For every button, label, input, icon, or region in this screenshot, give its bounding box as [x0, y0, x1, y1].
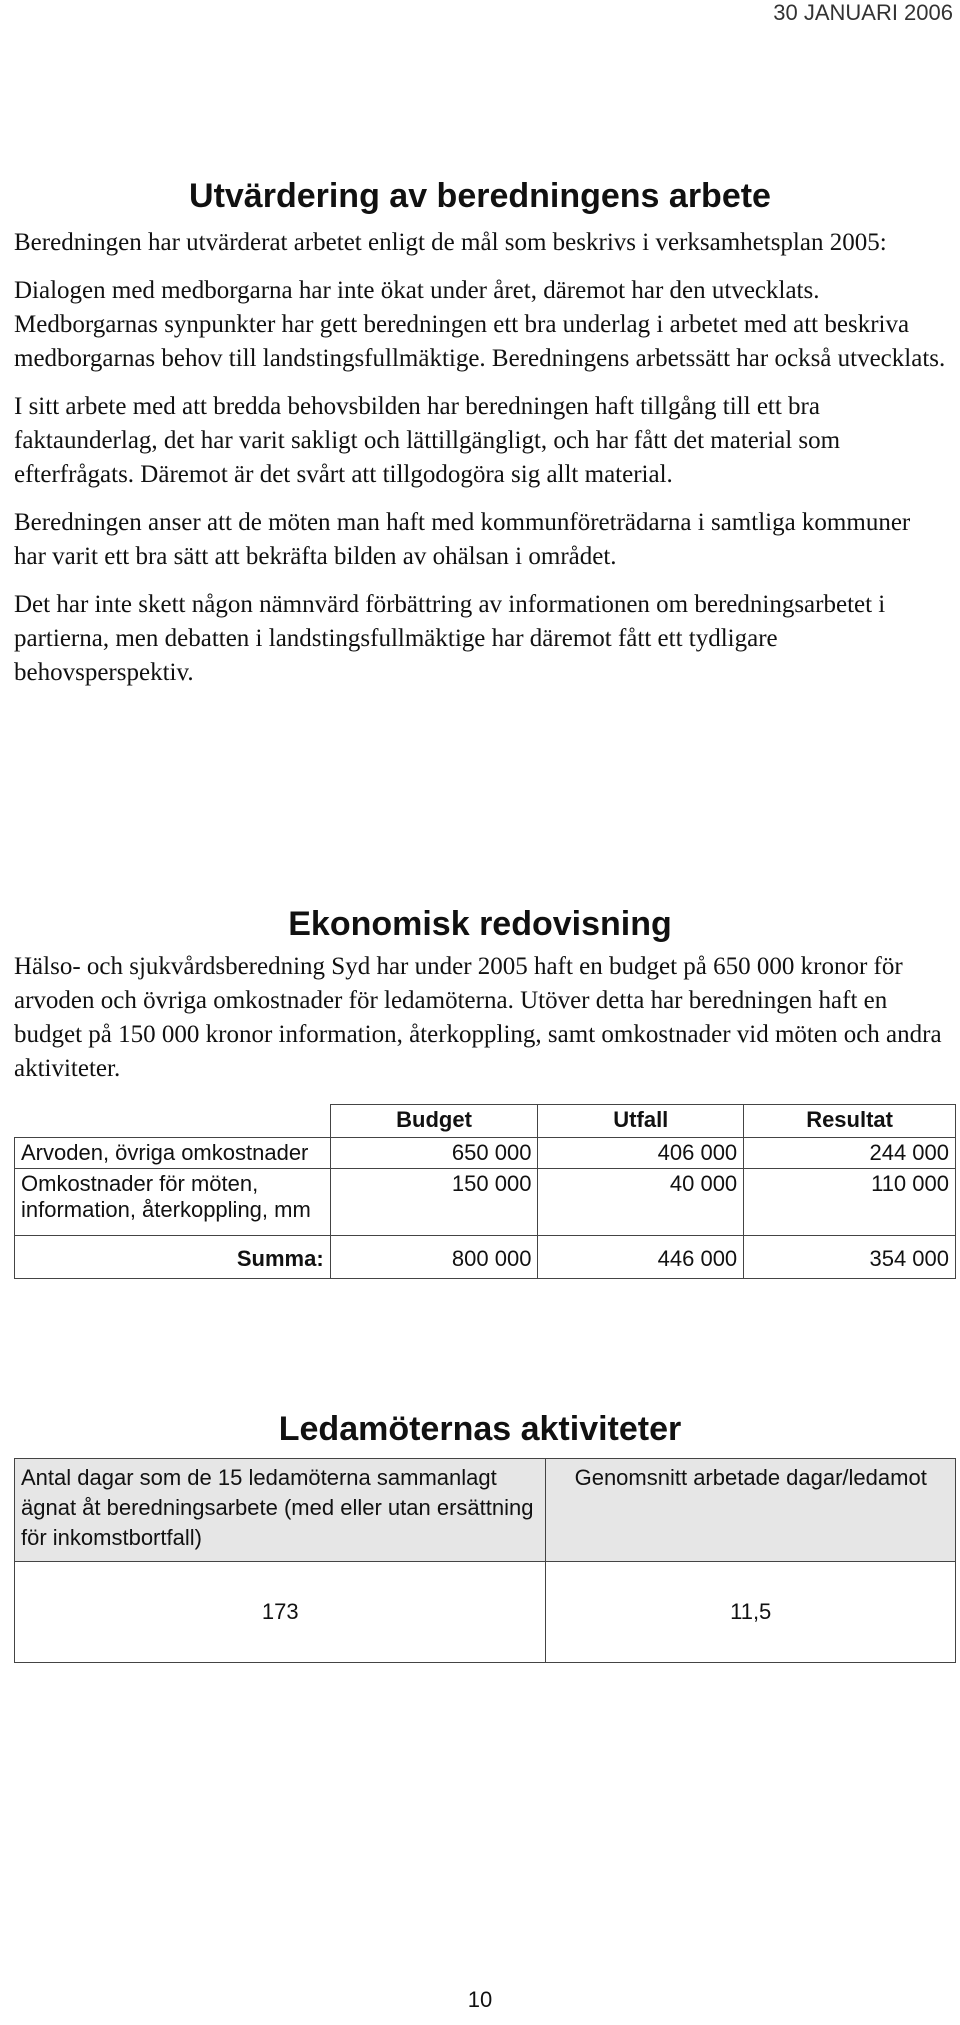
activities-title: Ledamöternas aktiviteter	[278, 1410, 682, 1448]
resultat-value: 110 000	[744, 1169, 956, 1236]
budget-header-utfall: Utfall	[538, 1105, 744, 1138]
budget-value: 650 000	[330, 1138, 538, 1169]
budget-value: 150 000	[330, 1169, 538, 1236]
avg-days-header: Genomsnitt arbetade dagar/ledamot	[546, 1459, 956, 1562]
activities-table	[14, 1458, 956, 1663]
sum-row	[15, 1236, 956, 1279]
row-label: Arvoden, övriga omkostnader	[15, 1138, 331, 1169]
evaluation-paragraph: Det har inte skett någon nämnvärd förbättring av informationen om beredningsarbetet i partierna, men debatten i landstingsfullmäktige har däremot fått ett tydligare behovsperspektiv.	[14, 591, 886, 686]
row-label: Omkostnader för möten, information, återkoppling, mm	[15, 1169, 331, 1236]
days-total-header: Antal dagar som de 15 ledamöterna sammanlagt ägnat åt beredningsarbete (med eller utan ersättning för inkomstbortfall)	[15, 1459, 546, 1562]
sum-budget: 800 000	[330, 1236, 538, 1279]
evaluation-paragraph: I sitt arbete med att bredda behovsbilden har beredningen haft tillgång till ett bra faktaunderlag, det har varit sakligt och lättillgängligt, och har fått det material som efterfrågats. Däremot är det svårt att tillgodogöra sig allt material.	[14, 393, 841, 488]
resultat-value: 244 000	[744, 1138, 956, 1169]
sum-label: Summa:	[15, 1236, 331, 1279]
sum-resultat: 354 000	[744, 1236, 956, 1279]
economic-title: Ekonomisk redovisning	[288, 905, 672, 943]
activities-section	[14, 1410, 946, 1449]
avg-days-value: 11,5	[546, 1562, 956, 1663]
header-date: 30 JANUARI 2006	[773, 0, 953, 25]
activities-value-row	[15, 1562, 956, 1663]
evaluation-paragraph: Beredningen har utvärderat arbetet enligt de mål som beskrivs i verksamhetsplan 2005:	[14, 229, 887, 256]
budget-header-budget: Budget	[330, 1105, 538, 1138]
economic-section	[14, 905, 946, 1086]
budget-header-resultat: Resultat	[744, 1105, 956, 1138]
budget-corner-cell	[15, 1105, 331, 1138]
evaluation-paragraph: Dialogen med medborgarna har inte ökat under året, däremot har den utvecklats. Medborgarnas synpunkter har gett beredningen ett bra underlag i arbetet med att beskriva medborgarnas behov till landstingsfullmäktige. Beredningens arbetssätt har också utvecklats.	[14, 277, 946, 372]
utfall-value: 40 000	[538, 1169, 744, 1236]
table-row	[15, 1138, 956, 1169]
table-row	[15, 1169, 956, 1236]
budget-table	[14, 1104, 956, 1279]
sum-utfall: 446 000	[538, 1236, 744, 1279]
activities-header-row	[15, 1459, 956, 1562]
evaluation-title: Utvärdering av beredningens arbete	[189, 177, 771, 215]
evaluation-section	[14, 177, 946, 704]
page-number: 10	[467, 1987, 493, 2012]
days-total-value: 173	[15, 1562, 546, 1663]
utfall-value: 406 000	[538, 1138, 744, 1169]
evaluation-paragraph: Beredningen anser att de möten man haft med kommunföreträdarna i samtliga kommuner har varit ett bra sätt att bekräfta bilden av ohälsan i området.	[14, 509, 911, 570]
economic-paragraph: Hälso- och sjukvårdsberedning Syd har under 2005 haft en budget på 650 000 kronor för arvoden och övriga omkostnader för ledamöterna. Utöver detta har beredningen haft en budget på 150 000 kronor information, återkoppling, samt omkostnader vid möten och andra aktiviteter.	[14, 953, 942, 1082]
